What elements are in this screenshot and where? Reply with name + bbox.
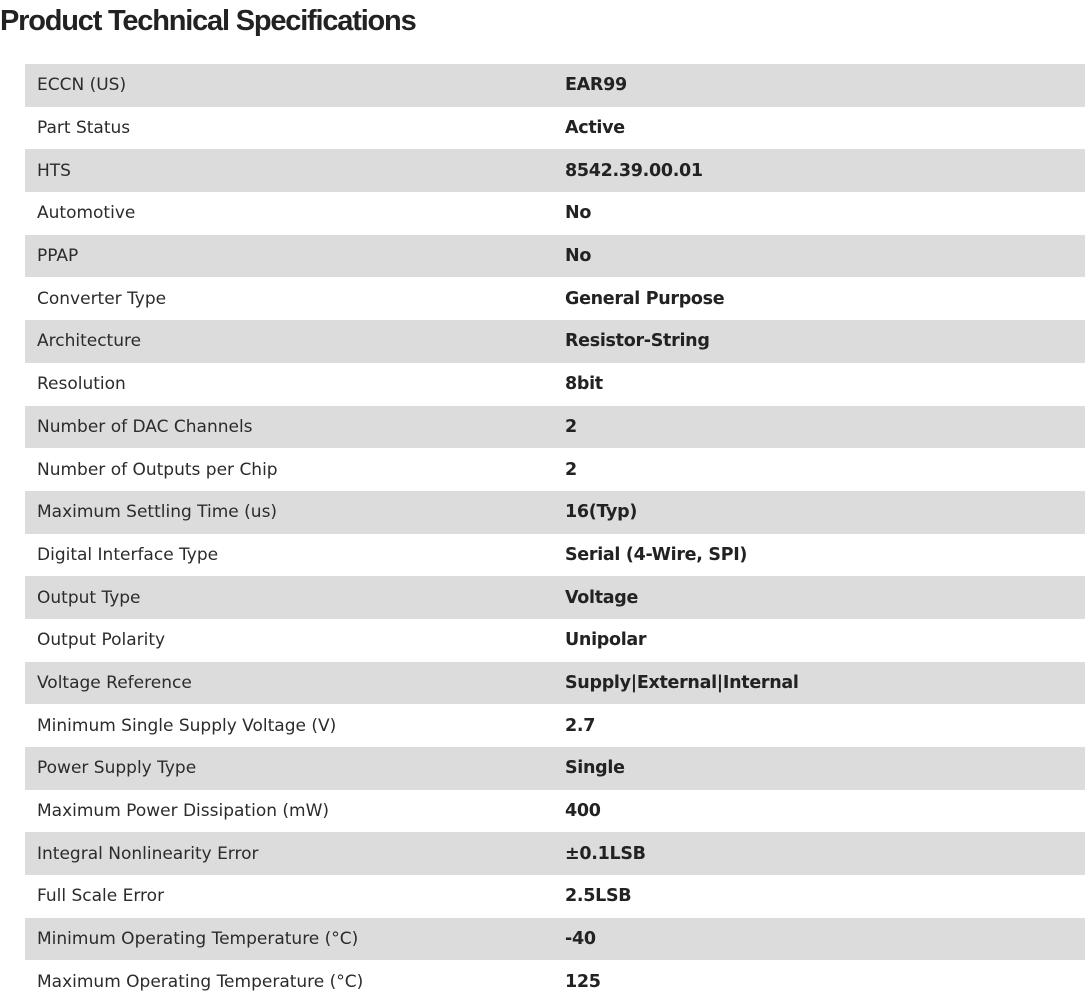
spec-label: Output Polarity bbox=[37, 630, 166, 651]
spec-label: Minimum Operating Temperature (°C) bbox=[37, 929, 359, 950]
spec-value: Resistor-String bbox=[565, 331, 710, 352]
spec-value: Serial (4-Wire, SPI) bbox=[565, 544, 748, 565]
spec-value: ±0.1LSB bbox=[565, 843, 646, 864]
table-row bbox=[25, 406, 1085, 449]
spec-label: Resolution bbox=[37, 374, 126, 395]
table-row bbox=[25, 491, 1085, 534]
spec-value: 125 bbox=[565, 971, 601, 992]
table-row bbox=[25, 320, 1085, 363]
spec-value: Voltage bbox=[565, 587, 639, 608]
spec-label: Output Type bbox=[37, 587, 141, 608]
table-row bbox=[25, 192, 1085, 235]
spec-value: Active bbox=[565, 118, 625, 139]
spec-label: Automotive bbox=[37, 203, 136, 224]
spec-label: Maximum Operating Temperature (°C) bbox=[37, 971, 364, 992]
spec-value: No bbox=[565, 203, 592, 224]
table-row bbox=[25, 619, 1085, 662]
spec-value: Supply|External|Internal bbox=[565, 672, 799, 693]
spec-value: Unipolar bbox=[565, 630, 647, 651]
specifications-table bbox=[25, 64, 1085, 1003]
table-row bbox=[25, 747, 1085, 790]
spec-label: Number of Outputs per Chip bbox=[37, 459, 278, 480]
spec-label: Converter Type bbox=[37, 288, 167, 309]
table-row bbox=[25, 832, 1085, 875]
table-row bbox=[25, 149, 1085, 192]
spec-label: ECCN (US) bbox=[37, 75, 127, 96]
spec-value: 16(Typ) bbox=[565, 502, 638, 523]
spec-value: -40 bbox=[565, 929, 596, 950]
spec-label: HTS bbox=[37, 160, 71, 181]
table-row bbox=[25, 448, 1085, 491]
spec-label: Minimum Single Supply Voltage (V) bbox=[37, 715, 337, 736]
spec-label: Maximum Power Dissipation (mW) bbox=[37, 801, 330, 822]
spec-label: Architecture bbox=[37, 331, 142, 352]
table-row bbox=[25, 534, 1085, 577]
spec-value: 2 bbox=[565, 416, 577, 437]
spec-label: Digital Interface Type bbox=[37, 544, 219, 565]
spec-value: 2.7 bbox=[565, 715, 596, 736]
spec-value: No bbox=[565, 246, 592, 267]
table-row bbox=[25, 64, 1085, 107]
spec-label: Integral Nonlinearity Error bbox=[37, 843, 259, 864]
spec-label: Full Scale Error bbox=[37, 886, 165, 907]
table-row bbox=[25, 960, 1085, 1003]
spec-value: 2.5LSB bbox=[565, 886, 632, 907]
spec-label: PPAP bbox=[37, 246, 79, 267]
table-row bbox=[25, 790, 1085, 833]
table-row bbox=[25, 918, 1085, 961]
spec-value: General Purpose bbox=[565, 288, 725, 309]
spec-value: EAR99 bbox=[565, 75, 627, 96]
spec-value: 400 bbox=[565, 801, 601, 822]
table-row bbox=[25, 875, 1085, 918]
spec-label: Power Supply Type bbox=[37, 758, 197, 779]
spec-label: Voltage Reference bbox=[37, 672, 192, 693]
table-row bbox=[25, 107, 1085, 150]
spec-label: Maximum Settling Time (us) bbox=[37, 502, 278, 523]
spec-label: Part Status bbox=[37, 118, 131, 139]
spec-value: 8542.39.00.01 bbox=[565, 160, 703, 181]
spec-label: Number of DAC Channels bbox=[37, 416, 253, 437]
spec-value: 8bit bbox=[565, 374, 603, 395]
table-row bbox=[25, 277, 1085, 320]
table-row bbox=[25, 235, 1085, 278]
page-title: Product Technical Specifications bbox=[0, 5, 416, 37]
spec-value: 2 bbox=[565, 459, 577, 480]
table-row bbox=[25, 363, 1085, 406]
table-row bbox=[25, 662, 1085, 705]
table-row bbox=[25, 576, 1085, 619]
spec-value: Single bbox=[565, 758, 625, 779]
table-row bbox=[25, 704, 1085, 747]
